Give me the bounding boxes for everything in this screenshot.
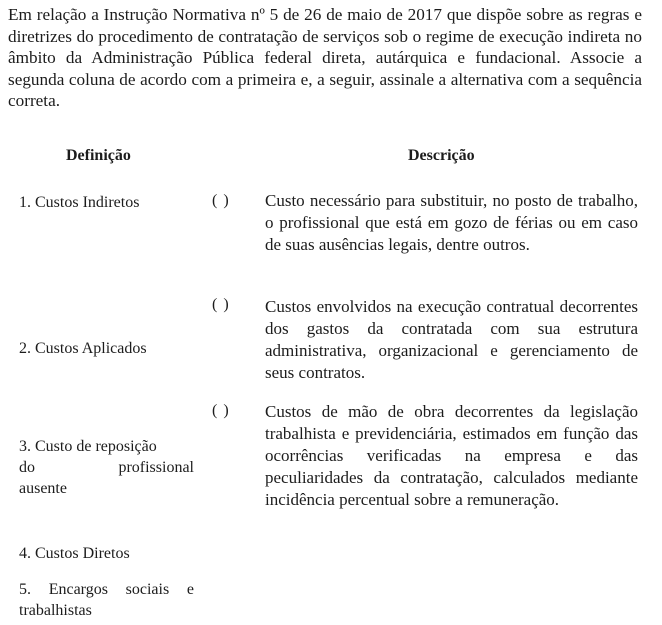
description-2: Custos envolvidos na execução contratual decorrentes dos gastos da contratada com sua estrutura administrativa, organizacional e gerenciamento de seus contratos. (265, 297, 638, 382)
column-header-descricao: Descrição (408, 147, 475, 164)
definition-2-line: 2. Custos Aplicados (19, 340, 147, 357)
column-header-definicao: Definição (66, 147, 131, 164)
definition-4-line: 4. Custos Diretos (19, 545, 130, 562)
question-statement: Em relação a Instrução Normativa nº 5 de 26 de maio de 2017 que dispõe sobre as regras e diretrizes do procedimento de contratação de serviços sob o regime de execução indireta no âmbito da Administração Pública federal direta, autárquica e fundacional. Associe a segunda coluna de acordo com a primeira e, a seguir, assinale a alternativa com a sequência correta. (8, 5, 642, 111)
definition-3-line-3: ausente (19, 480, 67, 497)
definition-3-line-2: do profissional (19, 459, 194, 476)
answer-blank-2[interactable]: ( ) (212, 296, 230, 313)
definition-1-line: 1. Custos Indiretos (19, 194, 140, 211)
definition-5-line-1: 5. Encargos sociais e (19, 581, 194, 598)
definition-3 (19, 436, 194, 499)
definition-3-line-1: 3. Custo de reposição (19, 438, 157, 455)
description-3: Custos de mão de obra decorrentes da legislação trabalhista e previdenciária, estimados em função das ocorrências verificadas na empresa e das peculiaridades da contratação, calculados mediante incidência percentual sobre a remuneração. (265, 402, 638, 509)
definition-4 (19, 543, 130, 564)
definition-1 (19, 192, 139, 213)
definition-2 (19, 338, 147, 359)
description-1: Custo necessário para substituir, no posto de trabalho, o profissional que está em gozo de férias ou em caso de suas ausências legais, dentre outros. (265, 191, 638, 254)
answer-blank-3[interactable]: ( ) (212, 402, 230, 419)
definition-5-line-2: trabalhistas (19, 602, 92, 619)
answer-blank-1[interactable]: ( ) (212, 192, 230, 209)
definition-5 (19, 579, 194, 621)
